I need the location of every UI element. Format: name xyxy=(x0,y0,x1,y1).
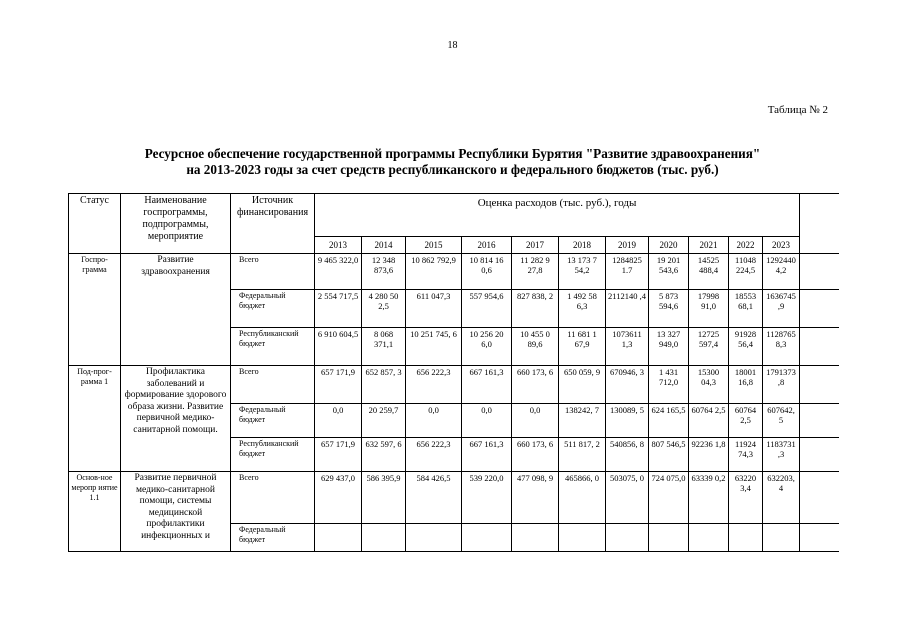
header-row xyxy=(69,194,839,237)
value-cell: 2 554 717,5 xyxy=(315,290,362,328)
value-cell: 807 546,5 xyxy=(649,438,689,472)
spacer-cell xyxy=(800,438,839,472)
value-cell: 0,0 xyxy=(462,404,512,438)
value-cell xyxy=(406,524,462,552)
value-cell xyxy=(689,524,729,552)
value-cell: 660 173, 6 xyxy=(512,366,559,404)
value-cell: 17998 91,0 xyxy=(689,290,729,328)
value-cell: 13 327 949,0 xyxy=(649,328,689,366)
table-label: Таблица № 2 xyxy=(767,104,828,116)
row-status: Под-прог-рамма 1 xyxy=(69,366,121,472)
value-cell: 586 395,9 xyxy=(362,472,406,524)
row-name: Развитие здравоохранения xyxy=(121,254,231,366)
spacer-cell xyxy=(800,366,839,404)
row-source: Всего xyxy=(231,254,315,290)
spacer-cell xyxy=(800,290,839,328)
value-cell: 10 256 20 6,0 xyxy=(462,328,512,366)
title-line-2: на 2013-2023 годы за счет средств республиканского и федерального бюджетов (тыс. руб.) xyxy=(186,162,719,177)
value-cell: 656 222,3 xyxy=(406,438,462,472)
value-cell xyxy=(559,524,606,552)
value-cell: 138242, 7 xyxy=(559,404,606,438)
value-cell: 657 171,9 xyxy=(315,438,362,472)
row-source: Федеральный бюджет xyxy=(231,290,315,328)
value-cell: 724 075,0 xyxy=(649,472,689,524)
table-row xyxy=(69,254,839,290)
value-cell: 12 348 873,6 xyxy=(362,254,406,290)
row-source: Всего xyxy=(231,472,315,524)
value-cell: 18553 68,1 xyxy=(729,290,763,328)
year-header-2018: 2018 xyxy=(559,237,606,254)
header-name: Наименование госпрограммы, подпрограммы, мероприятие xyxy=(121,194,231,254)
year-header-2020: 2020 xyxy=(649,237,689,254)
value-cell: 11 282 9 27,8 xyxy=(512,254,559,290)
spacer-cell xyxy=(800,404,839,438)
value-cell: 657 171,9 xyxy=(315,366,362,404)
year-header-2022: 2022 xyxy=(729,237,763,254)
value-cell: 10 455 0 89,6 xyxy=(512,328,559,366)
value-cell: 60764 2,5 xyxy=(689,404,729,438)
value-cell: 477 098, 9 xyxy=(512,472,559,524)
value-cell: 10 862 792,9 xyxy=(406,254,462,290)
value-cell: 13 173 7 54,2 xyxy=(559,254,606,290)
row-source: Федеральный бюджет xyxy=(231,524,315,552)
value-cell xyxy=(315,524,362,552)
year-header-2014: 2014 xyxy=(362,237,406,254)
value-cell: 503075, 0 xyxy=(606,472,649,524)
year-header-2021: 2021 xyxy=(689,237,729,254)
table-row xyxy=(69,366,839,404)
value-cell: 10 251 745, 6 xyxy=(406,328,462,366)
page-number: 18 xyxy=(447,40,458,51)
year-header-2023: 2023 xyxy=(763,237,800,254)
header-spacer xyxy=(800,194,839,254)
title-line-1: Ресурсное обеспечение государственной программы Республики Бурятия "Развитие здравоохранения" xyxy=(144,146,761,161)
value-cell xyxy=(462,524,512,552)
value-cell xyxy=(512,524,559,552)
value-cell: 12725 597,4 xyxy=(689,328,729,366)
value-cell: 511 817, 2 xyxy=(559,438,606,472)
value-cell: 19 201 543,6 xyxy=(649,254,689,290)
header-source: Источник финансирования xyxy=(231,194,315,254)
value-cell: 6 910 604,5 xyxy=(315,328,362,366)
year-header-2013: 2013 xyxy=(315,237,362,254)
value-cell: 667 161,3 xyxy=(462,366,512,404)
value-cell: 2112140 ,4 xyxy=(606,290,649,328)
value-cell: 656 222,3 xyxy=(406,366,462,404)
value-cell: 1791373 ,8 xyxy=(763,366,800,404)
value-cell: 63220 3,4 xyxy=(729,472,763,524)
value-cell: 611 047,3 xyxy=(406,290,462,328)
value-cell: 63339 0,2 xyxy=(689,472,729,524)
value-cell xyxy=(649,524,689,552)
value-cell: 1 431 712,0 xyxy=(649,366,689,404)
value-cell: 1183731 ,3 xyxy=(763,438,800,472)
value-cell: 624 165,5 xyxy=(649,404,689,438)
value-cell: 0,0 xyxy=(512,404,559,438)
value-cell: 11924 74,3 xyxy=(729,438,763,472)
year-header-2017: 2017 xyxy=(512,237,559,254)
value-cell: 11048 224,5 xyxy=(729,254,763,290)
value-cell: 629 437,0 xyxy=(315,472,362,524)
row-status: Основ-ное меропр иятие 1.1 xyxy=(69,472,121,552)
value-cell: 632 597, 6 xyxy=(362,438,406,472)
value-cell: 465866, 0 xyxy=(559,472,606,524)
resource-table xyxy=(68,193,839,552)
year-header-2016: 2016 xyxy=(462,237,512,254)
value-cell: 539 220,0 xyxy=(462,472,512,524)
value-cell xyxy=(763,524,800,552)
row-status: Госпро-грамма xyxy=(69,254,121,366)
value-cell: 650 059, 9 xyxy=(559,366,606,404)
value-cell: 130089, 5 xyxy=(606,404,649,438)
value-cell: 4 280 50 2,5 xyxy=(362,290,406,328)
document-title xyxy=(0,146,905,178)
value-cell: 11 681 1 67,9 xyxy=(559,328,606,366)
value-cell: 660 173, 6 xyxy=(512,438,559,472)
year-header-2019: 2019 xyxy=(606,237,649,254)
header-estimate: Оценка расходов (тыс. руб.), годы xyxy=(315,194,800,237)
value-cell: 667 161,3 xyxy=(462,438,512,472)
year-header-2015: 2015 xyxy=(406,237,462,254)
value-cell: 1128765 8,3 xyxy=(763,328,800,366)
row-name: Профилактика заболеваний и формирование здорового образа жизни. Развитие первичной медико-санитарной помощи. xyxy=(121,366,231,472)
value-cell: 8 068 371,1 xyxy=(362,328,406,366)
value-cell: 92236 1,8 xyxy=(689,438,729,472)
value-cell: 10 814 16 0,6 xyxy=(462,254,512,290)
value-cell: 14525 488,4 xyxy=(689,254,729,290)
value-cell: 1 492 58 6,3 xyxy=(559,290,606,328)
table-row xyxy=(69,472,839,524)
value-cell: 557 954,6 xyxy=(462,290,512,328)
value-cell: 91928 56,4 xyxy=(729,328,763,366)
spacer-cell xyxy=(800,472,839,524)
value-cell xyxy=(362,524,406,552)
value-cell: 9 465 322,0 xyxy=(315,254,362,290)
value-cell: 607642, 5 xyxy=(763,404,800,438)
row-source: Республиканский бюджет xyxy=(231,328,315,366)
value-cell: 1284825 1.7 xyxy=(606,254,649,290)
spacer-cell xyxy=(800,254,839,290)
row-source: Всего xyxy=(231,366,315,404)
value-cell: 0,0 xyxy=(315,404,362,438)
row-name: Развитие первичной медико-санитарной помощи, системы медицинской профилактики инфекционных и xyxy=(121,472,231,552)
value-cell: 584 426,5 xyxy=(406,472,462,524)
value-cell: 540856, 8 xyxy=(606,438,649,472)
value-cell: 60764 2,5 xyxy=(729,404,763,438)
value-cell: 20 259,7 xyxy=(362,404,406,438)
value-cell: 15300 04,3 xyxy=(689,366,729,404)
value-cell: 5 873 594,6 xyxy=(649,290,689,328)
value-cell: 632203, 4 xyxy=(763,472,800,524)
value-cell xyxy=(729,524,763,552)
value-cell: 0,0 xyxy=(406,404,462,438)
row-source: Республиканский бюджет xyxy=(231,438,315,472)
row-source: Федеральный бюджет xyxy=(231,404,315,438)
header-status: Статус xyxy=(69,194,121,254)
value-cell: 827 838, 2 xyxy=(512,290,559,328)
value-cell: 18001 16,8 xyxy=(729,366,763,404)
value-cell: 1636745 ,9 xyxy=(763,290,800,328)
value-cell: 670946, 3 xyxy=(606,366,649,404)
value-cell xyxy=(606,524,649,552)
value-cell: 1292440 4,2 xyxy=(763,254,800,290)
value-cell: 1073611 1,3 xyxy=(606,328,649,366)
spacer-cell xyxy=(800,524,839,552)
value-cell: 652 857, 3 xyxy=(362,366,406,404)
spacer-cell xyxy=(800,328,839,366)
